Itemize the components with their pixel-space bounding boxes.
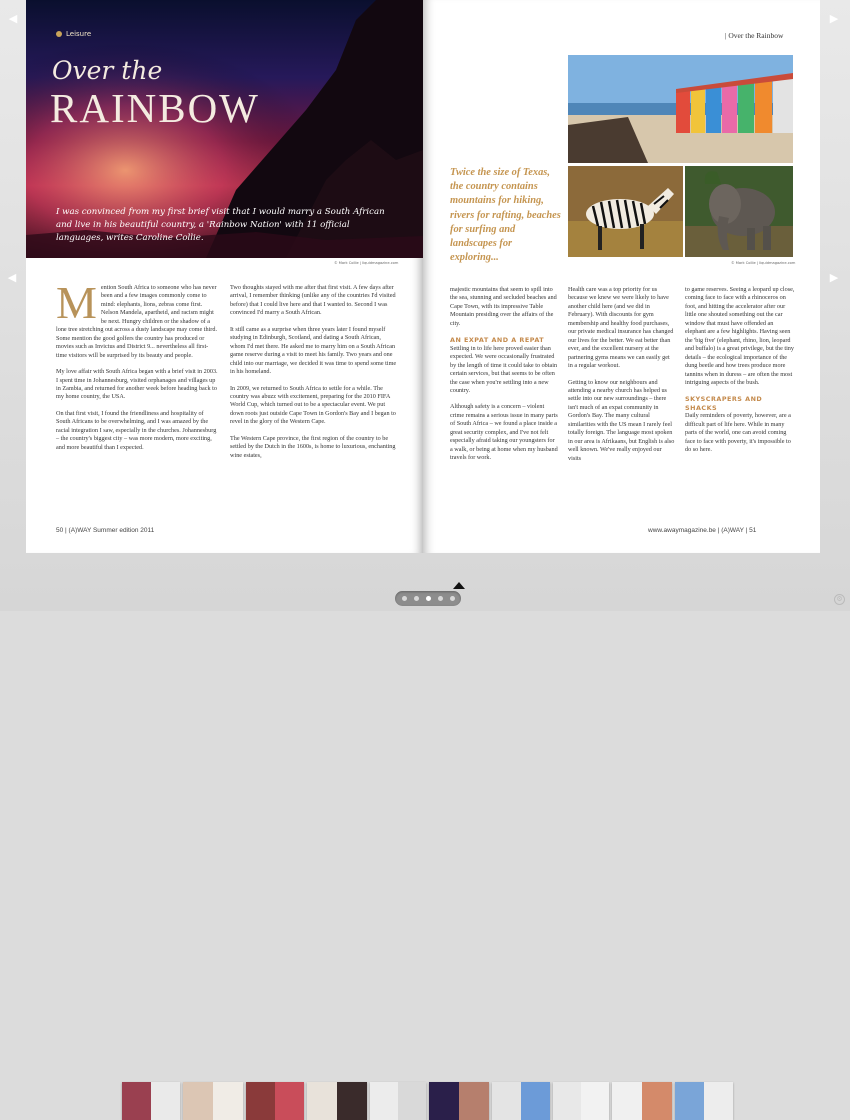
paragraph: Daily reminders of poverty, however, are a difficult part of life here. While in many parts of the world, one can avoid coming face to face with poverty, it's impossible to do so here. (685, 412, 791, 454)
left-column-1 (56, 277, 218, 460)
thumb-1[interactable] (122, 1082, 180, 1120)
paragraph: Getting to know our neighbours and attending a nearby church has helped us settle into our new surroundings – there isn't much of an expat community in Gordon's Bay. The many cultural similarities with the US mean I rarely feel totally foreign. The language most spoken in our area is Afrikaans, but English is also well known. We've really enjoyed our visits (568, 378, 675, 462)
thumb-8[interactable] (553, 1082, 609, 1120)
paragraph: to game reserves. Seeing a leopard up close, coming face to face with a rhinoceros on foot, and hitting the accelerator after our little one shouted something out the car window that must have offended an elephant are a few highlights. Having seen the 'big five' (elephant, rhino, lion, leopard and buffalo) is a great privilege, but the tiny details – the ecological importance of the dung beetle and how trees produce more tannins when in duress – are often the most intriguing aspects of the bush. (685, 286, 795, 386)
section-label: Leisure (56, 30, 91, 38)
thumb-9[interactable] (612, 1082, 672, 1120)
thumb-4[interactable] (307, 1082, 367, 1120)
article-intro: I was convinced from my first brief visit that I would marry a South African and live in his beautiful country, a 'Rainbow Nation' with 11 official languages, writes Caroline Collie. (56, 207, 385, 243)
paragraph: It still came as a surprise when three years later I found myself studying in Edinburgh, Scotland, and dating a South African, whom I'd met there. He asked me to marry him on a South African game reserve during a visit to meet his family. Two years and one child into our marriage, we decided it was time to spend some time in his homeland. (230, 325, 397, 376)
sunset-hero-photo (26, 0, 423, 258)
paragraph: Health care was a top priority for us because we knew we were likely to have another child here (and we did in February). With discounts for gym membership and healthy food purchases, our private medical insurance has changed our lives for the better. We eat better than ever, and the excellent nursery at the partnering gyms means we can easily get in a regular workout. (568, 286, 674, 370)
section-dot-icon (56, 31, 62, 37)
pager-dot-active[interactable] (426, 596, 431, 601)
thumb-5[interactable] (370, 1082, 426, 1120)
zebra-photo (568, 166, 683, 257)
left-folio: 50 | (A)WAY Summer edition 2011 (56, 527, 155, 534)
prev-page-icon[interactable]: ◀ (7, 271, 17, 284)
paragraph: Although safety is a concern – violent crime remains a serious issue in many parts of South Africa – we found a place inside a great security complex, and I've not felt especially afraid taking our youngsters for a walk, or being at home when my husband travels for work. (450, 403, 558, 462)
paragraph: The Western Cape province, the first region of the country to be settled by the Dutch in the 1600s, is home to luxurious, enchanting wine estates, (230, 434, 396, 459)
pager-dot[interactable] (450, 596, 455, 601)
running-head: | Over the Rainbow (725, 31, 784, 40)
paragraph: In 2009, we returned to South Africa to settle for a while. The country was abuzz with excitement, preparing for the 2010 FIFA World Cup, which turned out to be a spectacular event. We put down roots just outside Cape Town in Gordon's Bay and I began to revel in the glory of the Western Cape. (230, 384, 396, 426)
thumb-7[interactable] (492, 1082, 550, 1120)
subhead: SKYSCRAPERS AND SHACKS (685, 395, 763, 412)
article-title-line2: RAINBOW (50, 85, 260, 131)
thumb-6[interactable] (429, 1082, 489, 1120)
elephant-photo (685, 166, 793, 257)
paragraph: On that first visit, I found the friendliness and hospitality of South Africans to be overwhelming, and I was amazed by the racial integration I saw, especially in the churches. Johannesburg – the country's biggest city – was more modern, more exciting, and more beautiful than I expected. (56, 409, 217, 451)
right-column-1 (450, 286, 558, 471)
article-title-line1: Over the (52, 56, 163, 85)
right-column-3 (685, 286, 795, 463)
pager-dot[interactable] (414, 596, 419, 601)
current-spread-caret-icon (453, 582, 465, 589)
thumbnail-pager[interactable] (395, 591, 461, 606)
photo-credit-right: © Mark Collie | liquidmagazine.com (731, 261, 796, 265)
prev-page-top-icon[interactable]: ◀ (8, 12, 18, 25)
pull-quote: Twice the size of Texas, the country contains mountains for hiking, rivers for rafting, beaches for surfing and landscapes for exploring... (450, 167, 561, 264)
right-folio: www.awaymagazine.be | (A)WAY | 51 (648, 527, 757, 534)
thumb-10[interactable] (675, 1082, 733, 1120)
paragraph: Settling in to life here proved easier than expected. We were occasionally frustrated by the length of time it could take to obtain certain services, but that seems to be often the case when you're settling into a new country. (450, 344, 558, 394)
thumb-3[interactable] (246, 1082, 304, 1120)
right-page[interactable] (423, 0, 820, 553)
subhead: AN EXPAT AND A REPAT (450, 336, 545, 345)
pager-dot[interactable] (402, 596, 407, 601)
settings-icon[interactable]: ⚙ (834, 594, 845, 605)
left-column-2 (230, 284, 397, 468)
paragraph: My love affair with South Africa began with a brief visit in 2003. I spent time in Johannesburg, visited orphanages and villages up in Zambia, and returned for another week before heading back to my home country, the USA. (56, 368, 218, 401)
thumb-2[interactable] (183, 1082, 243, 1120)
paragraph: majestic mountains that seem to spill into the sea, stunning and secluded beaches and Cape Town, with its impressive Table Mountain presiding over the affairs of the city. (450, 286, 557, 327)
beach-huts-photo (568, 55, 793, 163)
right-column-2 (568, 286, 676, 471)
next-page-top-icon[interactable]: ▶ (829, 12, 839, 25)
paragraph: ention South Africa to someone who has never been and a few images commonly come to mind: elephants, lions, zebras come first. Nelson Mandela, apartheid, and racism might be next. Hungry children or the shadow of a lone tree stretching out across a dusty landscape may come third. Some mention the good golfers the country has produced or movies such as Invictus and District 9... nevertheless all first-time visitors will be surprised by its beauty and people. (56, 284, 217, 359)
pager-dot[interactable] (438, 596, 443, 601)
left-page[interactable] (26, 0, 423, 553)
paragraph: Two thoughts stayed with me after that first visit. A few days after arrival, I remember thinking (unlike any of the countries I'd visited before) that I could live here and that I wanted to. Second I was convinced I'd marry a South African. (230, 284, 396, 317)
dropcap: M (56, 277, 97, 328)
photo-credit: © Mark Collie | liquidmagazine.com (334, 261, 399, 265)
next-page-icon[interactable]: ▶ (829, 271, 839, 284)
